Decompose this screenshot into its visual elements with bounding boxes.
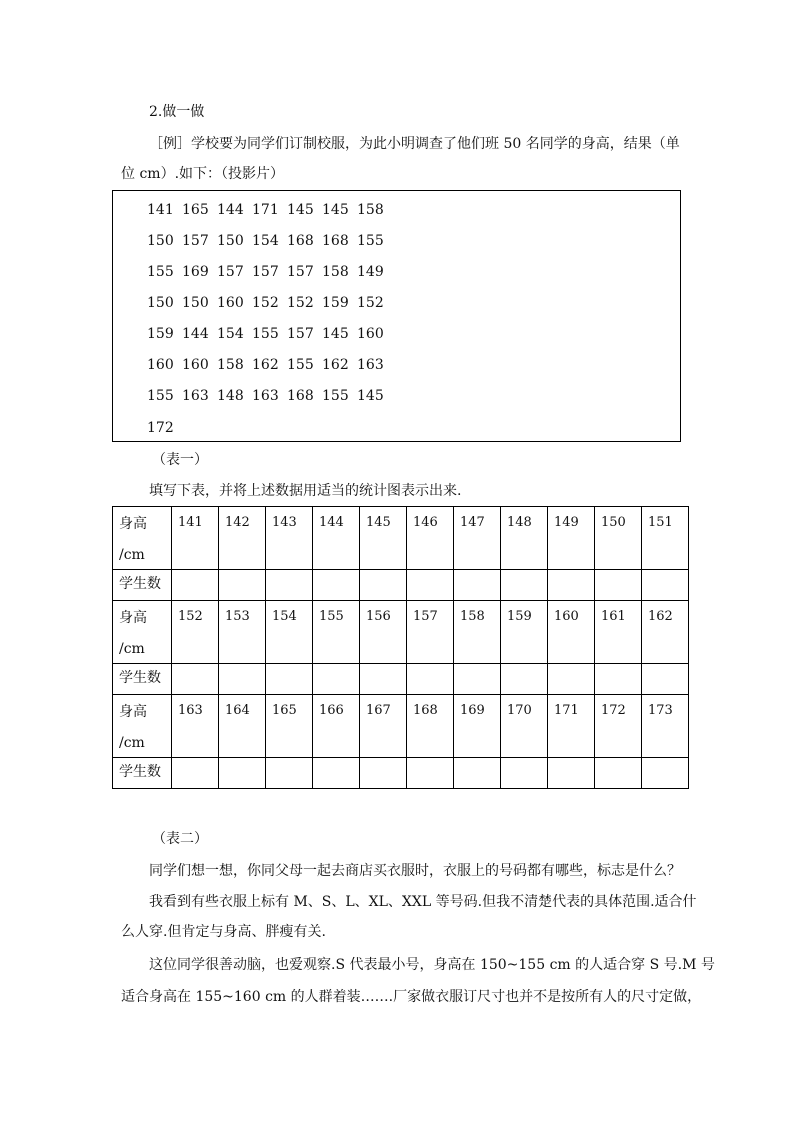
height-value-cell: 151 [642,507,689,570]
data-value: 152 [287,295,314,311]
height-value-cell: 143 [266,507,313,570]
data-value: 148 [217,388,244,404]
height-value-cell: 150 [595,507,642,570]
height-value-cell: 167 [360,695,407,758]
data-value: 154 [252,233,279,249]
count-input-cell[interactable] [642,664,689,695]
data-value: 163 [357,357,384,373]
data-value: 155 [287,357,314,373]
example-intro-line-2: 位 cm）.如下：（投影片） [121,166,285,182]
table-caption-1: （表一） [152,452,208,468]
data-value: 155 [252,326,279,342]
height-value-cell: 173 [642,695,689,758]
frequency-table [112,506,689,789]
data-value: 168 [287,388,314,404]
height-value-cell: 172 [595,695,642,758]
data-value: 145 [322,202,349,218]
data-row [147,231,392,251]
count-input-cell[interactable] [360,664,407,695]
height-label-cell [113,601,172,664]
data-value: 155 [322,388,349,404]
count-input-cell[interactable] [219,758,266,789]
count-input-cell[interactable] [172,758,219,789]
count-input-cell[interactable] [501,664,548,695]
data-row [147,324,392,344]
data-value: 149 [357,264,384,280]
height-value-cell: 145 [360,507,407,570]
count-input-cell[interactable] [454,758,501,789]
data-value: 162 [322,357,349,373]
data-value: 158 [357,202,384,218]
count-input-cell[interactable] [172,570,219,601]
count-input-cell[interactable] [313,664,360,695]
data-value: 145 [287,202,314,218]
height-value-cell: 144 [313,507,360,570]
data-value: 157 [252,264,279,280]
paragraph-explanation-line-2: 适合身高在 155~160 cm 的人群着装…….厂家做衣服订尺寸也并不是按所有人的尺寸定做， [121,989,702,1005]
data-value: 162 [252,357,279,373]
height-value-cell: 161 [595,601,642,664]
data-value: 169 [182,264,209,280]
height-value-cell: 171 [548,695,595,758]
data-value: 168 [322,233,349,249]
height-label-cell [113,695,172,758]
count-input-cell[interactable] [266,758,313,789]
count-input-cell[interactable] [454,570,501,601]
data-value: 172 [147,420,174,436]
count-input-cell[interactable] [595,570,642,601]
data-value: 155 [147,388,174,404]
height-value-cell: 163 [172,695,219,758]
data-value: 157 [217,264,244,280]
height-value-cell: 155 [313,601,360,664]
data-value: 158 [217,357,244,373]
height-row [113,601,689,664]
height-unit-label: /cm [119,547,145,563]
height-row [113,507,689,570]
height-value-cell: 147 [454,507,501,570]
height-value-cell: 159 [501,601,548,664]
height-label: 身高 [119,704,147,720]
count-input-cell[interactable] [407,570,454,601]
data-value: 168 [287,233,314,249]
data-value: 159 [322,295,349,311]
paragraph-question: 同学们想一想，你同父母一起去商店买衣服时，衣服上的号码都有哪些，标志是什么？ [149,863,681,879]
height-value-cell: 142 [219,507,266,570]
data-value: 141 [147,202,174,218]
height-data-box [112,190,681,442]
height-label-cell [113,507,172,570]
data-value: 157 [182,233,209,249]
count-input-cell[interactable] [266,664,313,695]
count-input-cell[interactable] [595,758,642,789]
height-value-cell: 148 [501,507,548,570]
data-row [147,418,182,438]
paragraph-answer-line-2: 么人穿.但肯定与身高、胖瘦有关. [121,924,326,940]
data-value: 157 [287,326,314,342]
table-caption-2: （表二） [152,831,208,847]
data-row [147,262,392,282]
height-row [113,695,689,758]
student-count-label: 学生数 [113,570,172,601]
count-input-cell[interactable] [313,570,360,601]
data-value: 155 [147,264,174,280]
count-input-cell[interactable] [548,664,595,695]
height-value-cell: 170 [501,695,548,758]
data-value: 145 [357,388,384,404]
count-input-cell[interactable] [313,758,360,789]
height-value-cell: 156 [360,601,407,664]
height-value-cell: 149 [548,507,595,570]
data-value: 171 [252,202,279,218]
data-value: 157 [287,264,314,280]
height-value-cell: 160 [548,601,595,664]
count-row [113,664,689,695]
data-value: 150 [147,233,174,249]
paragraph-answer-line-1: 我看到有些衣服上标有 M、S、L、XL、XXL 等号码.但我不清楚代表的具体范围.适合什 [149,894,697,910]
data-value: 163 [182,388,209,404]
height-value-cell: 166 [313,695,360,758]
height-value-cell: 152 [172,601,219,664]
count-input-cell[interactable] [642,758,689,789]
paragraph-explanation-line-1: 这位同学很善动脑，也爱观察.S 代表最小号，身高在 150~155 cm 的人适合穿 S 号.M 号 [149,957,715,973]
height-label: 身高 [119,610,147,626]
data-row [147,355,392,375]
height-value-cell: 165 [266,695,313,758]
count-input-cell[interactable] [360,570,407,601]
data-value: 144 [182,326,209,342]
data-value: 150 [147,295,174,311]
count-row [113,758,689,789]
height-value-cell: 157 [407,601,454,664]
section-heading: 2.做一做 [149,104,205,120]
data-value: 154 [217,326,244,342]
height-value-cell: 164 [219,695,266,758]
data-row [147,200,392,220]
data-value: 163 [252,388,279,404]
count-input-cell[interactable] [407,758,454,789]
data-row [147,386,392,406]
height-value-cell: 158 [454,601,501,664]
data-value: 160 [147,357,174,373]
height-value-cell: 154 [266,601,313,664]
height-label: 身高 [119,516,147,532]
data-value: 159 [147,326,174,342]
data-row [147,293,392,313]
data-value: 160 [182,357,209,373]
data-value: 152 [252,295,279,311]
data-value: 152 [357,295,384,311]
height-value-cell: 169 [454,695,501,758]
count-input-cell[interactable] [219,570,266,601]
count-input-cell[interactable] [595,664,642,695]
data-value: 150 [182,295,209,311]
instruction-text: 填写下表，并将上述数据用适当的统计图表示出来. [149,483,462,499]
count-input-cell[interactable] [454,664,501,695]
data-value: 155 [357,233,384,249]
height-value-cell: 153 [219,601,266,664]
height-value-cell: 141 [172,507,219,570]
data-value: 145 [322,326,349,342]
data-value: 160 [357,326,384,342]
count-input-cell[interactable] [642,570,689,601]
count-input-cell[interactable] [548,758,595,789]
data-value: 165 [182,202,209,218]
count-input-cell[interactable] [407,664,454,695]
count-input-cell[interactable] [548,570,595,601]
height-unit-label: /cm [119,641,145,657]
student-count-label: 学生数 [113,664,172,695]
count-row [113,570,689,601]
height-value-cell: 168 [407,695,454,758]
height-value-cell: 162 [642,601,689,664]
count-input-cell[interactable] [501,570,548,601]
data-value: 150 [217,233,244,249]
example-intro-line-1: ［例］学校要为同学们订制校服，为此小明调查了他们班 50 名同学的身高，结果（单 [149,136,680,152]
count-input-cell[interactable] [219,664,266,695]
count-input-cell[interactable] [172,664,219,695]
count-input-cell[interactable] [501,758,548,789]
height-value-cell: 146 [407,507,454,570]
height-unit-label: /cm [119,735,145,751]
data-value: 158 [322,264,349,280]
data-value: 160 [217,295,244,311]
data-value: 144 [217,202,244,218]
student-count-label: 学生数 [113,758,172,789]
count-input-cell[interactable] [360,758,407,789]
count-input-cell[interactable] [266,570,313,601]
